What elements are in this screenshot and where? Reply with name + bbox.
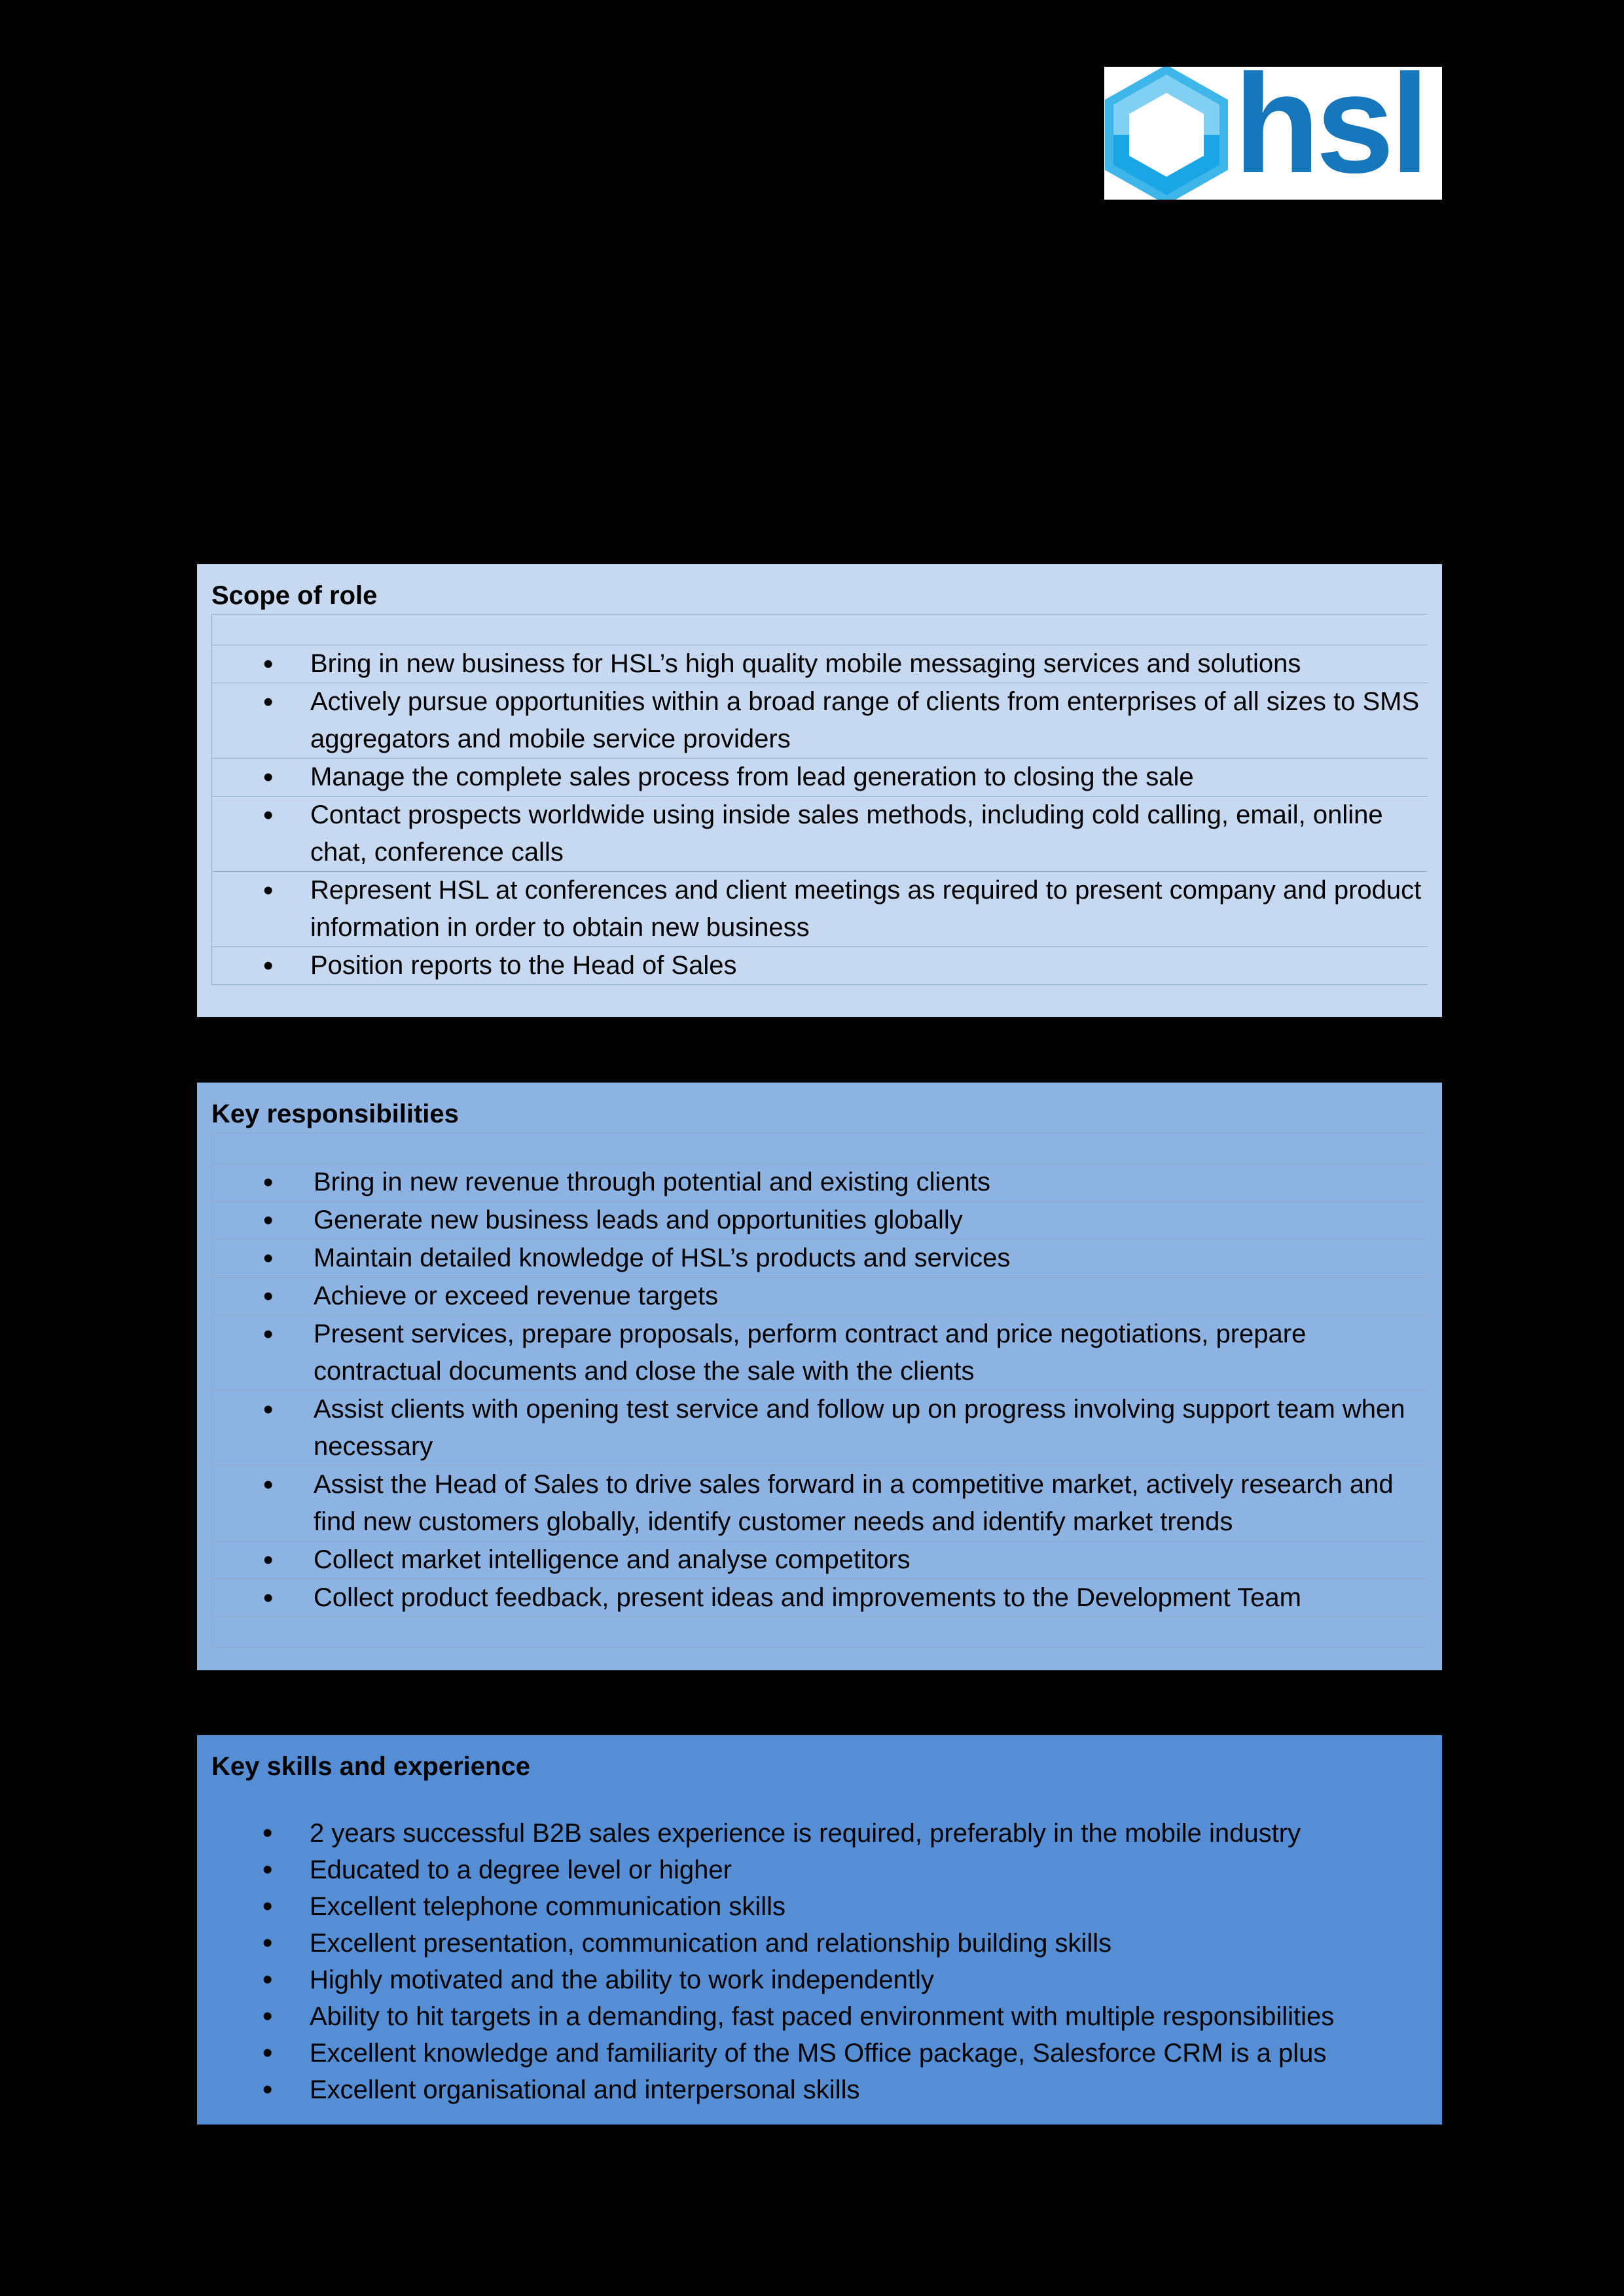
list-item: • Collect market intelligence and analyse competitors: [211, 1541, 1428, 1579]
responsibilities-list: [211, 1164, 1428, 1617]
section-title: Key responsibilities: [211, 1096, 1428, 1133]
list-item: • Present services, prepare proposals, perform contract and price negotiations, prepare contractual documents and close the sale with the clients: [211, 1316, 1428, 1391]
list-item: • Excellent organisational and interpersonal skills: [211, 2072, 1428, 2108]
list-item: • Assist the Head of Sales to drive sales forward in a competitive market, actively research and find new customers globally, identify customer needs and identify market trends: [211, 1466, 1428, 1541]
list-item: • Excellent telephone communication skills: [211, 1888, 1428, 1925]
key-skills-section: [197, 1735, 1442, 2125]
list-item: • Educated to a degree level or higher: [211, 1852, 1428, 1888]
company-logo: [1104, 45, 1442, 202]
section-title: Key skills and experience: [211, 1752, 530, 1781]
list-item: • Manage the complete sales process from lead generation to closing the sale: [211, 759, 1428, 797]
list-item: • Excellent knowledge and familiarity of the MS Office package, Salesforce CRM is a plus: [211, 2035, 1428, 2072]
list-item: • Bring in new business for HSL’s high quality mobile messaging services and solutions: [211, 645, 1428, 683]
spacer-row: [211, 615, 1428, 645]
spacer-row: [211, 1133, 1428, 1164]
spacer-row: [211, 1617, 1428, 1648]
logo-text: hsl: [1234, 45, 1426, 202]
list-item: • Represent HSL at conferences and client meetings as required to present company and product information in order to obtain new business: [211, 872, 1428, 947]
spacer-row: [211, 1785, 1428, 1815]
list-item: • Collect product feedback, present ideas and improvements to the Development Team: [211, 1579, 1428, 1617]
list-item: • Assist clients with opening test service and follow up on progress involving support team when necessary: [211, 1391, 1428, 1466]
list-item: • Position reports to the Head of Sales: [211, 947, 1428, 985]
section-title: Scope of role: [211, 577, 1428, 615]
list-item: • Achieve or exceed revenue targets: [211, 1278, 1428, 1316]
list-item: • Contact prospects worldwide using inside sales methods, including cold calling, email, online chat, conference calls: [211, 797, 1428, 872]
hexagon-logo-icon: [1104, 67, 1229, 200]
list-item: • Maintain detailed knowledge of HSL’s products and services: [211, 1240, 1428, 1278]
list-item: • Bring in new revenue through potential and existing clients: [211, 1164, 1428, 1202]
list-item: • Excellent presentation, communication and relationship building skills: [211, 1925, 1428, 1962]
scope-of-role-section: [197, 564, 1442, 1017]
list-item: • Highly motivated and the ability to work independently: [211, 1962, 1428, 1998]
list-item: • Actively pursue opportunities within a broad range of clients from enterprises of all sizes to SMS aggregators and mobile service providers: [211, 683, 1428, 759]
skills-list: [211, 1815, 1428, 2108]
list-item: • Generate new business leads and opportunities globally: [211, 1202, 1428, 1240]
list-item: • Ability to hit targets in a demanding, fast paced environment with multiple responsibilities: [211, 1998, 1428, 2035]
key-responsibilities-section: [197, 1083, 1442, 1670]
list-item: • 2 years successful B2B sales experience is required, preferably in the mobile industry: [211, 1815, 1428, 1852]
scope-list: [211, 645, 1428, 985]
